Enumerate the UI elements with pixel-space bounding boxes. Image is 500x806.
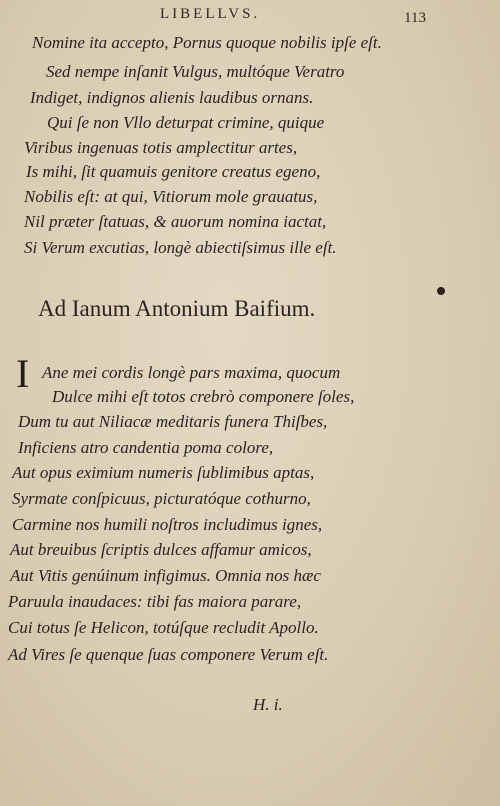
verse-line: Dum tu aut Niliacæ meditaris funera Thiſbes,	[18, 412, 328, 431]
running-head	[0, 6, 500, 32]
verse-line: Is mihi, ſit quamuis genitore creatus egeno,	[26, 162, 321, 181]
verse-line: Cui totus ſe Helicon, totúſque recludit Apollo.	[8, 618, 319, 637]
verse-line: Sed nempe inſanit Vulgus, multóque Veratro	[46, 62, 345, 81]
verse-line: Aut breuibus ſcriptis dulces affamur amicos,	[10, 540, 312, 559]
verse-line: Aut Vitis genúinum infigimus. Omnia nos hæc	[10, 566, 321, 585]
verse-line: Nobilis eſt: at qui, Vitiorum mole grauatus,	[24, 187, 318, 206]
verse-line: Aut opus eximium numeris ſublimibus aptas,	[12, 463, 315, 482]
verse-line: Ane mei cordis longè pars maxima, quocum	[42, 363, 341, 382]
poem-heading: Ad Ianum Antonium Baifium.	[38, 296, 316, 321]
verse-line: Dulce mihi eſt totos crebrò componere ſoles,	[52, 387, 355, 406]
verse-line: Carmine nos humili noſtros includimus ignes,	[12, 515, 323, 534]
verse-line: Paruula inaudaces: tibi fas maiora parare,	[8, 592, 302, 611]
verse-line: Ad Vires ſe quenque ſuas componere Verum eſt.	[8, 645, 329, 664]
ink-spot	[437, 287, 445, 295]
verse-line: Syrmate conſpicuus, picturatóque cothurno,	[12, 489, 311, 508]
verse-line: Qui ſe non Vllo deturpat crimine, quique	[47, 113, 325, 132]
drop-capital: I	[16, 351, 30, 396]
running-title: LIBELLVS.	[160, 6, 261, 22]
verse-line: Indiget, indignos alienis laudibus ornans.	[30, 88, 314, 107]
page-number: 113	[404, 10, 426, 26]
verse-line: Si Verum excutias, longè abiectiſsimus ille eſt.	[24, 238, 337, 257]
verse-line: Viribus ingenuas totis amplectitur artes,	[24, 138, 298, 157]
verse-line: Inficiens atro candentia poma colore,	[18, 438, 274, 457]
verse-line: Nil præter ſtatuas, & auorum nomina iactat,	[24, 212, 327, 231]
verse-line: Nomine ita accepto, Pornus quoque nobilis ipſe eſt.	[32, 33, 382, 52]
signature-mark: H. i.	[253, 695, 283, 714]
